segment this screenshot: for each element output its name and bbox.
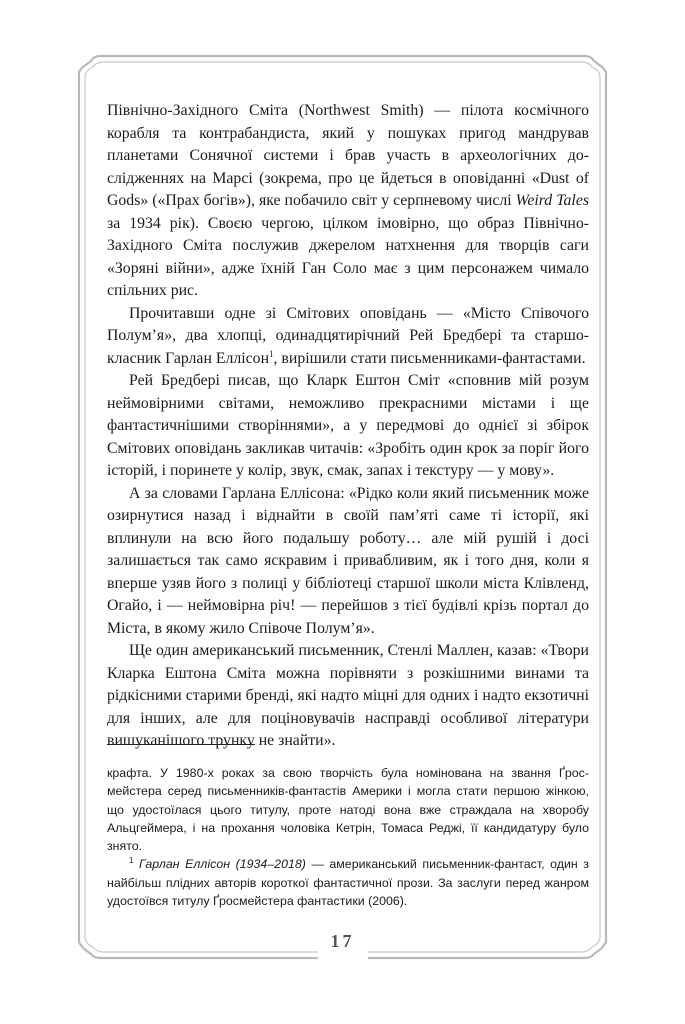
paragraph-3: Рей Бредбері писав, що Кларк Ештон Сміт «сповнив мій розум неймовірними світами, неможливо прекрасними містами і ще фантастичнішими створіннями», а у передмові до однієї зі збірок Смітових оповідань закликав читачів: «Зробіть один крок за поріг його історій, і поринете у колір, звук, смак, запах і текстуру — у мову». bbox=[107, 372, 589, 479]
footnote-1-text: — американський письменник-фантаст, один з найбільш плідних авторів короткої фантастичної прози. За заслуги перед жанром удостоївся титулу Ґросмейстера фантастики (2006). bbox=[107, 857, 589, 909]
footnote-ref-1: 1 bbox=[269, 348, 274, 359]
footnote-continuation: крафта. У 1980-х роках за свою творчість була номінована на звання Ґросмейстера серед письменників-фантастів Америки і могла стати першою жінкою, що удостоїлася цього титулу, проте натоді вона вже страждала на хворобу Альцгеймера, і на прохання чоловіка Кетрін, Томаса Реджі, її кандидатуру було знято. bbox=[107, 766, 589, 854]
footnote-1 bbox=[107, 855, 589, 910]
main-text bbox=[107, 100, 589, 753]
page-number: 17 bbox=[330, 931, 355, 951]
footnote-1-mark: 1 bbox=[129, 856, 134, 866]
paragraph-5: Ще один американський письменник, Стенлі Маллен, казав: «Твори Кларка Ештона Сміта можна порівняти з розкішними винами та рідкісними старими бренді, які надто міцні для одних і надто екзотичні для інших, але для поціновувачів насправді особливої літератури вишуканішого трунку не знайти». bbox=[107, 642, 589, 749]
footnote-1-term: Гарлан Еллісон (1934–2018) bbox=[139, 857, 306, 872]
paragraph-4: А за словами Гарлана Еллісона: «Рідко коли який письменник може озирнутися назад і віднайти в своїй пам’яті саме ті історії, які вплинули на всю його подальшу роботу… але мій рушій і досі залишається так само яскравим і привабливим, як і того дня, коли я вперше узяв його з полиці у бібліотеці старшої школи міста Клівленд, Огайо, і — неймовірна річ! — перейшов з тієї будівлі крізь портал до Міста, в якому жило Співоче Полум’я». bbox=[107, 484, 589, 637]
footnote-separator bbox=[107, 744, 255, 745]
paragraph-2: Прочитавши одне зі Смітових оповідань — «Місто Співочого Полум’я», два хлопці, одинадцятирічний Рей Бредбері та старшокласник Гарлан Еллісон$^1$, вирішили стати письменниками-фантастами. bbox=[107, 304, 589, 367]
paragraph-1: Північно-Західного Сміта (Northwest Smith) — пілота космічного корабля та контрабандиста, який у пошуках пригод мандрував планетами Сонячної системи і брав участь в археологічних дослідженнях на Марсі (зокрема, про це йдеться в оповіданні «Dust of Gods» («Прах богів»), яке побачило світ у серпневому числі Weird Tales за 1934 рік). Своєю чергою, цілком імовірно, що образ Північно-Західного Сміта послужив джерелом натхнення для творців саги «Зоряні війни», адже їхній Ган Соло має з цим персонажем чимало спільних рис. bbox=[107, 102, 589, 299]
footnotes bbox=[107, 764, 589, 910]
